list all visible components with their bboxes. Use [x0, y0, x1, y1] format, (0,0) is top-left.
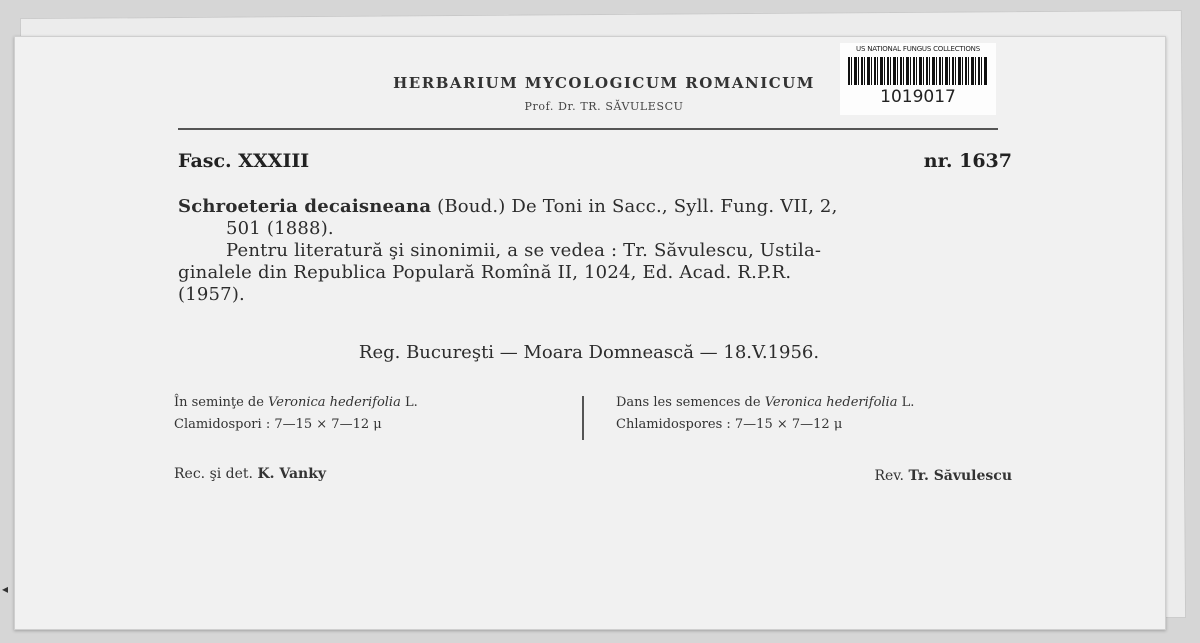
- corner-arrow-icon: ◂: [2, 582, 9, 596]
- french-description: [616, 392, 1016, 436]
- host-prefix-fr: Dans les semences de: [616, 395, 765, 410]
- barcode-caption: US NATIONAL FUNGUS COLLECTIONS: [856, 45, 980, 53]
- literature-line-3: (1957).: [178, 284, 245, 305]
- literature-line-1: Pentru literatură şi sinonimii, a se vedea : Tr. Săvulescu, Ustila-: [226, 240, 822, 261]
- species-citation-line-1: [178, 196, 1000, 218]
- species-citation-line-2: 501 (1888).: [226, 218, 334, 239]
- host-author-fr: L.: [897, 395, 915, 410]
- column-divider: [582, 396, 584, 440]
- herbarium-label: [14, 36, 1166, 630]
- host-name-fr: Veronica hederifolia: [764, 395, 898, 410]
- host-line-ro: [174, 392, 574, 414]
- collector-line: [174, 466, 326, 482]
- spore-size-fr: Chlamidospores : 7—15 × 7—12 μ: [616, 417, 843, 432]
- reviser-prefix: Rev.: [874, 468, 909, 484]
- specimen-number: nr. 1637: [923, 150, 1012, 172]
- header-divider: [178, 128, 998, 130]
- host-author-ro: L.: [400, 395, 418, 410]
- host-prefix-ro: În seminţe de: [174, 395, 269, 410]
- collection-locality: Reg. Bucureşti — Moara Domnească — 18.V.1956.: [358, 342, 820, 363]
- host-line-fr: [616, 392, 1016, 414]
- species-block: [178, 196, 1000, 306]
- fascicle-number: Fasc. XXXIII: [178, 150, 310, 172]
- herbarium-title: HERBARIUM MYCOLOGICUM ROMANICUM: [393, 74, 815, 92]
- collector-prefix: Rec. şi det.: [174, 466, 258, 482]
- barcode-sticker: [840, 43, 996, 115]
- spore-size-ro: Clamidospori : 7—15 × 7—12 μ: [174, 417, 382, 432]
- romanian-description: [174, 392, 574, 436]
- collector-name: K. Vanky: [257, 466, 327, 482]
- host-name-ro: Veronica hederifolia: [268, 395, 401, 410]
- species-name: Schroeteria decaisneana: [178, 196, 432, 217]
- species-citation: (Boud.) De Toni in Sacc., Syll. Fung. VII, 2,: [431, 196, 838, 217]
- reviser-name: Tr. Săvulescu: [908, 468, 1012, 484]
- reviser-line: [874, 468, 1012, 484]
- barcode-number: 1019017: [880, 87, 956, 107]
- literature-line-2: ginalele din Republica Populară Romînă II, 1024, Ed. Acad. R.P.R.: [178, 262, 792, 283]
- barcode-icon: [848, 57, 988, 85]
- herbarium-subtitle: Prof. Dr. TR. SĂVULESCU: [524, 100, 684, 113]
